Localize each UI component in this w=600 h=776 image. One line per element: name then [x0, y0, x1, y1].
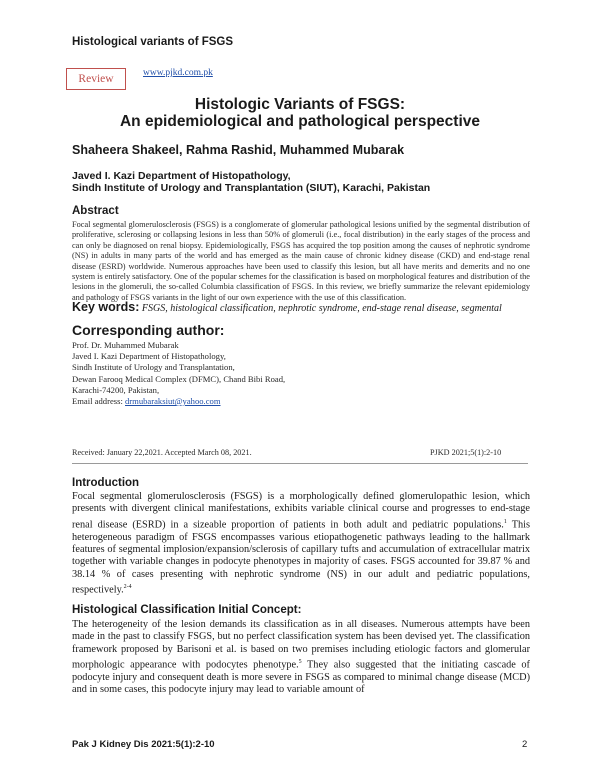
page-number: 2	[522, 739, 528, 750]
title-line-1: Histologic Variants of FSGS:	[194, 96, 406, 113]
introduction-heading: Introduction	[72, 477, 140, 489]
corresponding-line: Javed I. Kazi Department of Histopathology,	[72, 351, 226, 362]
email-link[interactable]: drmubaraksiut@yahoo.com	[125, 396, 221, 407]
reference-mark: 1	[503, 518, 507, 525]
email-label: Email address:	[72, 396, 123, 407]
introduction-text	[72, 491, 530, 597]
keywords-label: Key words:	[72, 300, 140, 314]
abstract-heading: Abstract	[72, 205, 119, 217]
intro-paragraph-2: This heterogeneous paradigm of FSGS encompasses various etiopathogenetic pathways leading to the hallmark features of segmental implosion/expansion/sclerosis of capillary tufts and accumulation of extracellular matrix together with variable changes in podocyte phenotypes in majority of cases. FSGS accounted for 39.87 % and 38.14 % of cases presenting with nephrotic syndrome (NS) in our adult and pediatric populations, respectively.	[72, 519, 530, 596]
corresponding-line: Sindh Institute of Urology and Transplantation,	[72, 362, 235, 373]
abstract-text: Focal segmental glomerulosclerosis (FSGS) is a conglomerate of glomerular pathological lesions unified by the segmental distribution of proliferative, sclerosing or collapsing lesions in less than 50% of glomeruli (i.e., focal distribution) in the early stages of the process and can only be diagnosed on renal biopsy. Epidemiologically, FSGS has acquired the top position among the causes of nephrotic syndrome (NS) in adults in many parts of the world and has emerged as the main cause of chronic kidney disease (CKD) and end-stage renal disease (ESRD) worldwide. Numerous approaches have been used to classify this lesion, but all have merits and demerits and no one system is entirely satisfactory. One of the popular schemes for the classification is based on morphological features and distribution of the lesions in the glomeruli, the so-called Columbia classification of FSGS. In this review, we briefly summarize the relevant epidemiology and pathology of FSGS variants in the light of our own experience with the use of this classification.	[72, 220, 530, 302]
journal-link[interactable]: www.pjkd.com.pk	[143, 68, 213, 78]
hist-paragraph-part-1: The heterogeneity of the lesion demands its classification as in all diseases. Numerous attempts have been made in the past to classify FSGS, but no perfect classification system has been devised yet. The classification framework proposed by Barisoni et al. is based on two premises including etiologic factors and glomerular morphologic appearance with podocytes phenotype.	[72, 619, 530, 671]
keywords-list: FSGS, histological classification, nephrotic syndrome, end-stage renal disease, segmental	[141, 303, 502, 314]
corresponding-line: Karachi-74200, Pakistan,	[72, 384, 160, 395]
title-line-2: An epidemiological and pathological perspective	[119, 113, 481, 130]
hist-paragraph-part-2: They also suggested that the initiating cascade of podocyte injury and consequent death is more severe in FSGS as compared to minimal change disease (MCD) and in some cases, this podocyte injury may lead to variable amount of	[72, 659, 530, 696]
running-head: Histological variants of FSGS	[72, 36, 234, 48]
divider	[72, 463, 528, 464]
intro-paragraph-1: Focal segmental glomerulosclerosis (FSGS) is a morphologically defined glomerulopathic lesion, which presents with divergent clinical manifestations, exhibits variable clinical course and progresses to end-stage renal disease (ESRD) in a sizeable proportion of patients in both adult and pediatric populations.	[72, 491, 530, 531]
corresponding-name: Prof. Dr. Muhammed Mubarak	[72, 340, 179, 350]
citation: PJKD 2021;5(1):2-10	[430, 448, 502, 457]
reference-mark: 5	[298, 659, 302, 666]
corresponding-details	[72, 340, 285, 407]
corresponding-line: Dewan Farooq Medical Complex (DFMC), Chand Bibi Road,	[72, 373, 286, 384]
review-badge: Review	[66, 68, 126, 90]
histological-heading: Histological Classification Initial Concept:	[72, 604, 302, 616]
keywords	[72, 300, 542, 314]
received-date: Received: January 22,2021. Accepted March 08, 2021.	[72, 448, 252, 457]
authors: Shaheera Shakeel, Rahma Rashid, Muhammed Mubarak	[72, 143, 405, 157]
corresponding-heading: Corresponding author:	[72, 322, 225, 338]
email-row	[72, 396, 285, 407]
reference-mark: 2-4	[123, 584, 132, 591]
affiliation-line-1: Javed I. Kazi Department of Histopathology,	[72, 170, 291, 182]
histological-text	[72, 619, 530, 697]
footer-citation: Pak J Kidney Dis 2021:5(1):2-10	[72, 739, 215, 750]
affiliation	[72, 170, 430, 194]
affiliation-line-2: Sindh Institute of Urology and Transplantation (SIUT), Karachi, Pakistan	[72, 182, 431, 194]
